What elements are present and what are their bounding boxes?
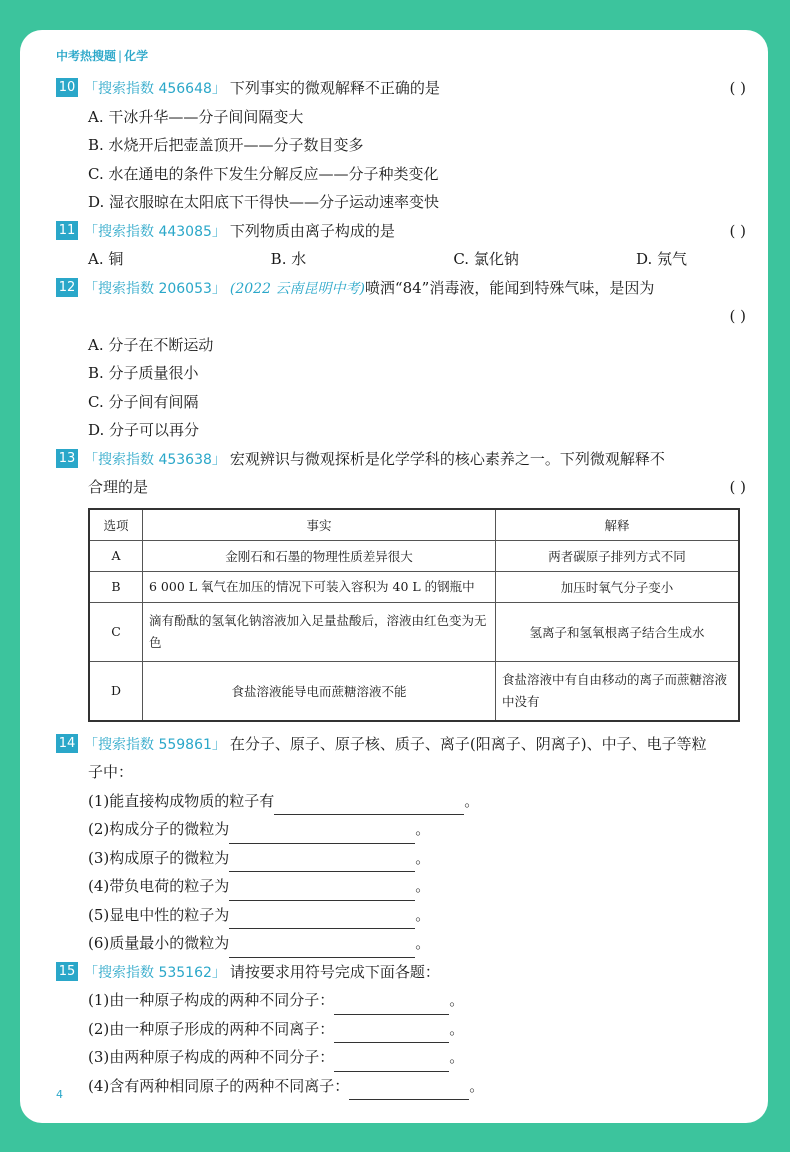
question-stem: 喷洒“84”消毒液，能闻到特殊气味，是因为: [364, 278, 655, 297]
answer-blank[interactable]: [274, 796, 464, 815]
answer-blank[interactable]: [349, 1081, 469, 1100]
subject-title: 化学: [124, 49, 149, 63]
option-cell: A: [89, 540, 143, 571]
table-header-row: [89, 509, 739, 541]
table-row: [89, 571, 739, 602]
answer-blank[interactable]: [229, 910, 415, 929]
option-cell: D: [89, 661, 143, 721]
fill-item: (5)显电中性的粒子为 。: [56, 901, 746, 930]
option-c: C. 氯化钠: [453, 250, 519, 268]
question-14: [56, 730, 746, 958]
fact-cell: 食盐溶液能导电而蔗糖溶液不能: [143, 661, 496, 721]
question-10: [56, 74, 746, 217]
answer-blank[interactable]: [229, 939, 415, 958]
explanation-cell: 氢离子和氢氧根离子结合生成水: [496, 602, 740, 661]
option-d: D. 分子可以再分: [88, 421, 200, 439]
fact-cell: 滴有酚酞的氢氧化钠溶液加入足量盐酸后，溶液由红色变为无色: [143, 602, 496, 661]
answer-bracket: ( ): [729, 307, 746, 325]
question-13: [56, 445, 746, 722]
question-stem: 在分子、原子、原子核、质子、离子(阳离子、阴离子)、中子、电子等粒: [229, 734, 707, 753]
explanation-cell: 加压时氧气分子变小: [496, 571, 740, 602]
question-15: [56, 958, 746, 1101]
table-row: [89, 602, 739, 661]
fill-item: (2)构成分子的微粒为 。: [56, 815, 746, 844]
question-number: 10: [56, 78, 78, 97]
fill-item: (3)由两种原子构成的两种不同分子： 。: [56, 1043, 746, 1072]
option-c: C. 分子间有间隔: [88, 392, 199, 411]
explanation-cell: 两者碳原子排列方式不同: [496, 540, 740, 571]
question-number: 14: [56, 734, 78, 753]
question-11: [56, 217, 746, 274]
question-number: 12: [56, 278, 78, 297]
answer-blank[interactable]: [229, 825, 415, 844]
running-header: 中考热搜题 | 化学: [56, 49, 149, 63]
option-c: C. 水在通电的条件下发生分解反应——分子种类变化: [88, 164, 439, 183]
option-d: D. 氖气: [636, 250, 688, 268]
option-cell: B: [89, 571, 143, 602]
question-number: 13: [56, 449, 78, 468]
answer-blank[interactable]: [334, 1024, 449, 1043]
option-d: D. 湿衣服晾在太阳底下干得快——分子运动速率变快: [88, 193, 440, 211]
header-option: 选项: [89, 509, 143, 541]
answer-bracket: ( ): [729, 79, 746, 97]
question-list: [56, 74, 746, 1100]
explanation-cell: 食盐溶液中有自由移动的离子而蔗糖溶液中没有: [496, 661, 740, 721]
page-number: 4: [56, 1088, 63, 1101]
options-row: [56, 245, 746, 274]
fact-cell: 金刚石和石墨的物理性质差异很大: [143, 540, 496, 571]
table-row: [89, 540, 739, 571]
option-a: A. 分子在不断运动: [88, 335, 214, 354]
fact-cell: 6 000 L 氧气在加压的情况下可装入容积为 40 L 的钢瓶中: [143, 571, 496, 602]
answer-blank[interactable]: [334, 996, 449, 1015]
search-index-tag: 「搜索指数 453638」: [84, 451, 226, 468]
answer-bracket: ( ): [729, 478, 746, 496]
page-sheet: [20, 30, 768, 1123]
search-index-tag: 「搜索指数 443085」: [84, 223, 226, 240]
answer-bracket: ( ): [729, 221, 746, 240]
question-stem-continued: 子中：: [88, 763, 134, 781]
fill-item: (1)由一种原子构成的两种不同分子： 。: [56, 986, 746, 1015]
question-stem: 请按要求用符号完成下面各题：: [229, 962, 440, 981]
series-title: 中考热搜题: [56, 49, 117, 63]
fill-item: (2)由一种原子形成的两种不同离子： 。: [56, 1015, 746, 1044]
question-stem-continued: 合理的是: [88, 478, 149, 496]
fill-item: (3)构成原子的微粒为 。: [56, 844, 746, 873]
option-a: A. 干冰升华——分子间间隔变大: [88, 107, 304, 126]
exam-source: (2022 云南昆明中考): [229, 280, 365, 297]
answer-blank[interactable]: [229, 853, 415, 872]
search-index-tag: 「搜索指数 559861」: [84, 736, 226, 753]
question-stem: 下列事实的微观解释不正确的是: [229, 79, 440, 97]
search-index-tag: 「搜索指数 456648」: [84, 81, 226, 97]
question-stem: 宏观辨识与微观探析是化学学科的核心素养之一。下列微观解释不: [229, 449, 665, 468]
fill-item: (4)带负电荷的粒子为 。: [56, 872, 746, 901]
option-b: B. 水烧开后把壶盖顶开——分子数目变多: [88, 136, 364, 154]
option-a: A. 铜: [88, 250, 124, 268]
fill-item: (6)质量最小的微粒为 。: [56, 929, 746, 958]
question-number: 11: [56, 221, 78, 240]
header-fact: 事实: [143, 509, 496, 541]
answer-blank[interactable]: [229, 882, 415, 901]
option-cell: C: [89, 602, 143, 661]
option-b: B. 水: [270, 250, 307, 268]
question-12: [56, 274, 746, 445]
fill-item: (4)含有两种相同原子的两种不同离子： 。: [56, 1072, 746, 1101]
search-index-tag: 「搜索指数 535162」: [84, 964, 226, 981]
question-stem: 下列物质由离子构成的是: [229, 221, 395, 240]
question-number: 15: [56, 962, 78, 981]
explanation-table: [88, 508, 740, 722]
fill-item: (1)能直接构成物质的粒子有 。: [56, 787, 746, 816]
search-index-tag: 「搜索指数 206053」: [84, 280, 226, 297]
table-row: [89, 661, 739, 721]
answer-blank[interactable]: [334, 1053, 449, 1072]
option-b: B. 分子质量很小: [88, 364, 199, 382]
header-explanation: 解释: [496, 509, 740, 541]
